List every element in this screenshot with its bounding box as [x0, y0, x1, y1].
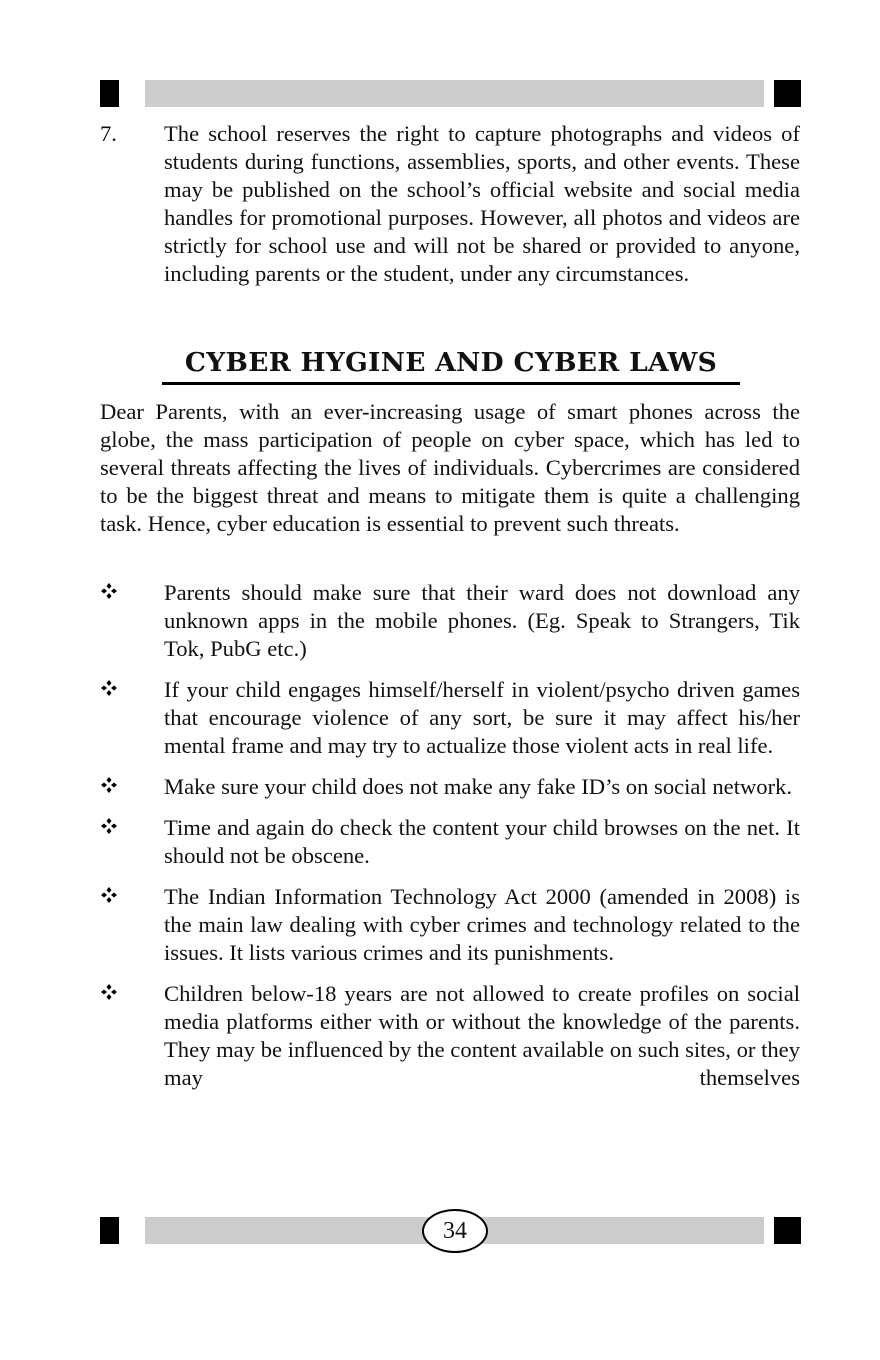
header-decorative-bar — [0, 80, 880, 108]
four-diamond-bullet-icon — [100, 582, 118, 600]
bullet-list — [100, 579, 800, 1105]
four-diamond-bullet-icon — [100, 817, 118, 835]
list-item — [100, 773, 800, 801]
footer-decorative-bar — [0, 1217, 880, 1245]
header-gray-band — [145, 80, 764, 107]
list-item — [100, 980, 800, 1092]
item-number: 7. — [100, 121, 117, 146]
numbered-item — [100, 120, 800, 288]
section-heading: CYBER HYGINE AND CYBER LAWS — [162, 347, 740, 385]
list-item-text: Parents should make sure that their ward does not download any unknown apps in the mobile phones. (Eg. Speak to Strangers, Tik Tok, PubG etc.) — [164, 580, 800, 661]
footer-left-square — [100, 1217, 119, 1244]
page-number: 34 — [422, 1209, 488, 1253]
list-item — [100, 814, 800, 870]
list-item-text: Time and again do check the content your child browses on the net. It should not be obscene. — [164, 815, 800, 868]
four-diamond-bullet-icon — [100, 776, 118, 794]
item-text: The school reserves the right to capture photographs and videos of students during functions, assemblies, sports, and other events. These may be published on the school’s official website and social media handles for promotional purposes. However, all photos and videos are strictly for school use and will not be shared or provided to anyone, including parents or the student, under any circumstances. — [164, 121, 800, 286]
header-right-square — [774, 80, 801, 107]
list-item-text: Children below-18 years are not allowed to create profiles on social media platforms either with or without the knowledge of the parents. They may be influenced by the content available on such sites, or they may themselves — [164, 981, 800, 1090]
header-left-square — [100, 80, 119, 107]
intro-paragraph: Dear Parents, with an ever-increasing usage of smart phones across the globe, the mass participation of people on cyber space, which has led to several threats affecting the lives of individuals. Cybercrimes are considered to be the biggest threat and means to mitigate them is quite a challenging task. Hence, cyber education is essential to prevent such threats. — [100, 399, 800, 536]
list-item-text: Make sure your child does not make any fake ID’s on social network. — [164, 774, 793, 799]
four-diamond-bullet-icon — [100, 983, 118, 1001]
four-diamond-bullet-icon — [100, 886, 118, 904]
list-item — [100, 579, 800, 663]
list-item — [100, 883, 800, 967]
four-diamond-bullet-icon — [100, 679, 118, 697]
list-item-text: If your child engages himself/herself in violent/psycho driven games that encourage violence of any sort, be sure it may affect his/her mental frame and may try to actualize those violent acts in real life. — [164, 677, 800, 758]
footer-right-square — [774, 1217, 801, 1244]
list-item-text: The Indian Information Technology Act 2000 (amended in 2008) is the main law dealing with cyber crimes and technology related to the issues. It lists various crimes and its punishments. — [164, 884, 800, 965]
list-item — [100, 676, 800, 760]
